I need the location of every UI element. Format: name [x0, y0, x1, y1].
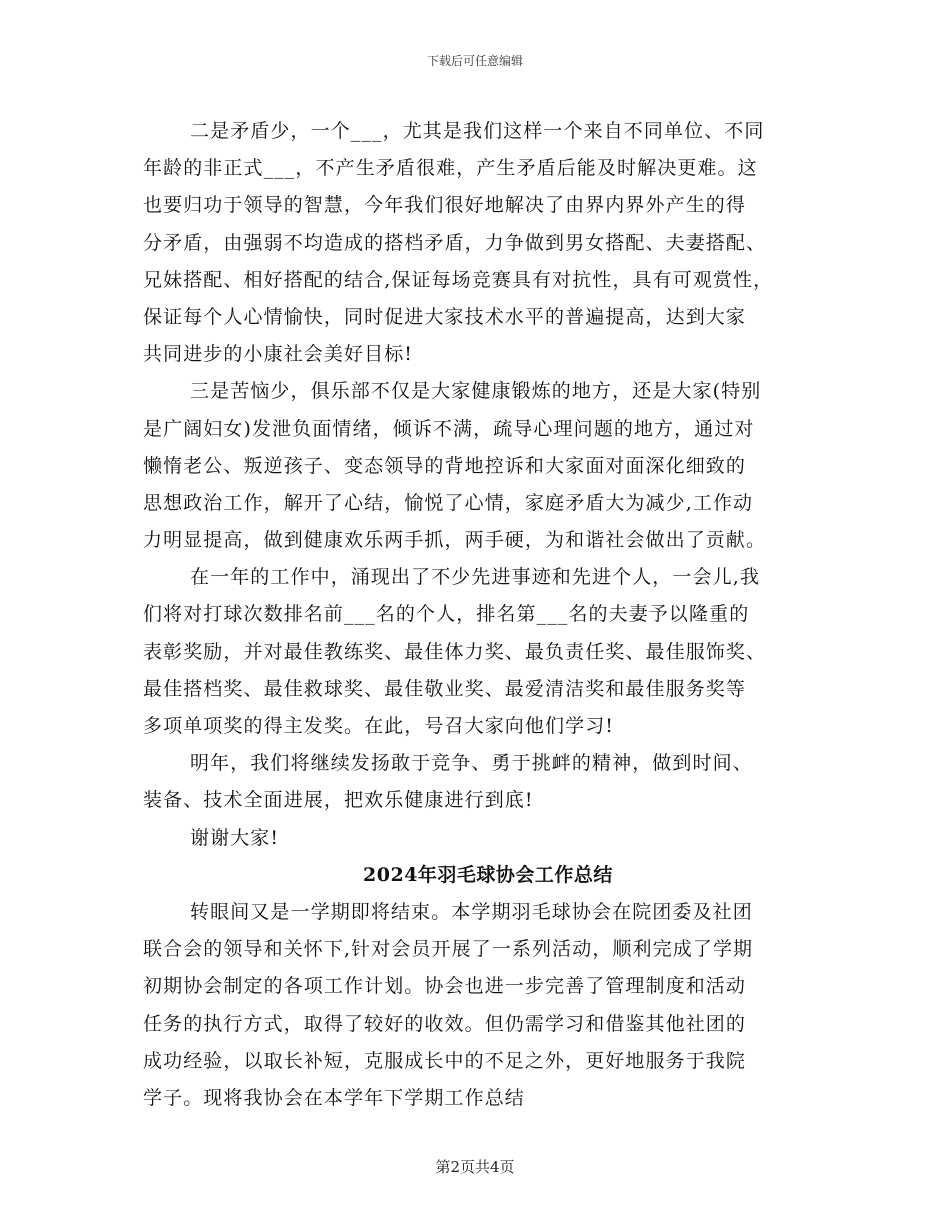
page-header: 下载后可任意编辑 — [426, 54, 523, 68]
body-line: 兄妹搭配、相好搭配的结合,保证每场竞赛具有对抗性，具有可观赏性， — [143, 268, 774, 291]
body-line: 共同进步的小康社会美好目标! — [143, 343, 414, 366]
body-line: 学子。现将我协会在本学年下学期工作总结 — [143, 1086, 525, 1109]
body-line: 初期协会制定的各项工作计划。协会也进一步完善了管理制度和活动 — [143, 975, 747, 998]
body-line: 表彰奖励，并对最佳教练奖、最佳体力奖、最负责任奖、最佳服饰奖、 — [143, 640, 767, 663]
body-line: 装备、技术全面进展，把欢乐健康进行到底! — [143, 789, 534, 812]
body-line: 年龄的非正式___，不产生矛盾很难，产生矛盾后能及时解决更难。这 — [143, 157, 758, 180]
body-line: 最佳搭档奖、最佳救球奖、最佳敬业奖、最爱清洁奖和最佳服务奖等 — [143, 677, 747, 700]
body-line: 是广阔妇女)发泄负面情绪，倾诉不满，疏导心理问题的地方，通过对 — [143, 417, 755, 440]
body-line: 力明显提高，做到健康欢乐两手抓，两手硬，为和谐社会做出了贡献。 — [143, 529, 767, 552]
body-line: 二是矛盾少，一个___，尤其是我们这样一个来自不同单位、不同 — [190, 120, 765, 142]
document-body — [143, 113, 815, 1117]
body-line: 联合会的领导和关怀下,针对会员开展了一系列活动，顺利完成了学期 — [143, 938, 754, 961]
body-line: 保证每个人心情愉快，同时促进大家技术水平的普遍提高，达到大家 — [143, 305, 747, 328]
body-line: 分矛盾，由强弱不均造成的搭档矛盾，力争做到男女搭配、夫妻搭配、 — [143, 231, 767, 254]
section-title: 2024年羽毛球协会工作总结 — [363, 863, 613, 886]
body-line: 也要归功于领导的智慧，今年我们很好地解决了由界内界外产生的得 — [143, 194, 747, 217]
body-line: 多项单项奖的得主发奖。在此，号召大家向他们学习! — [143, 715, 615, 737]
body-line: 思想政治工作，解开了心结，愉悦了心情，家庭矛盾大为减少,工作动 — [143, 491, 754, 514]
body-line: 懒惰老公、叛逆孩子、变态领导的背地控诉和大家面对面深化细致的 — [143, 454, 747, 477]
body-line: 谢谢大家! — [190, 826, 280, 849]
body-line: 在一年的工作中，涌现出了不少先进事迹和先进个人，一会儿,我 — [190, 566, 760, 589]
body-line: 成功经验，以取长补短，克服成长中的不足之外，更好地服务于我院 — [143, 1049, 747, 1072]
body-line: 明年，我们将继续发扬敢于竞争、勇于挑衅的精神，做到时间、 — [190, 752, 753, 775]
body-line: 转眼间又是一学期即将结束。本学期羽毛球协会在院团委及社团 — [190, 900, 753, 923]
body-line: 们将对打球次数排名前___名的个人，排名第___名的夫妻予以隆重的 — [143, 603, 750, 626]
page-number-footer: 第2页共4页 — [435, 1158, 515, 1176]
body-line: 三是苦恼少，俱乐部不仅是大家健康锻炼的地方，还是大家(特别 — [190, 380, 762, 403]
body-line: 任务的执行方式，取得了较好的收效。但仍需学习和借鉴其他社团的 — [143, 1012, 747, 1035]
